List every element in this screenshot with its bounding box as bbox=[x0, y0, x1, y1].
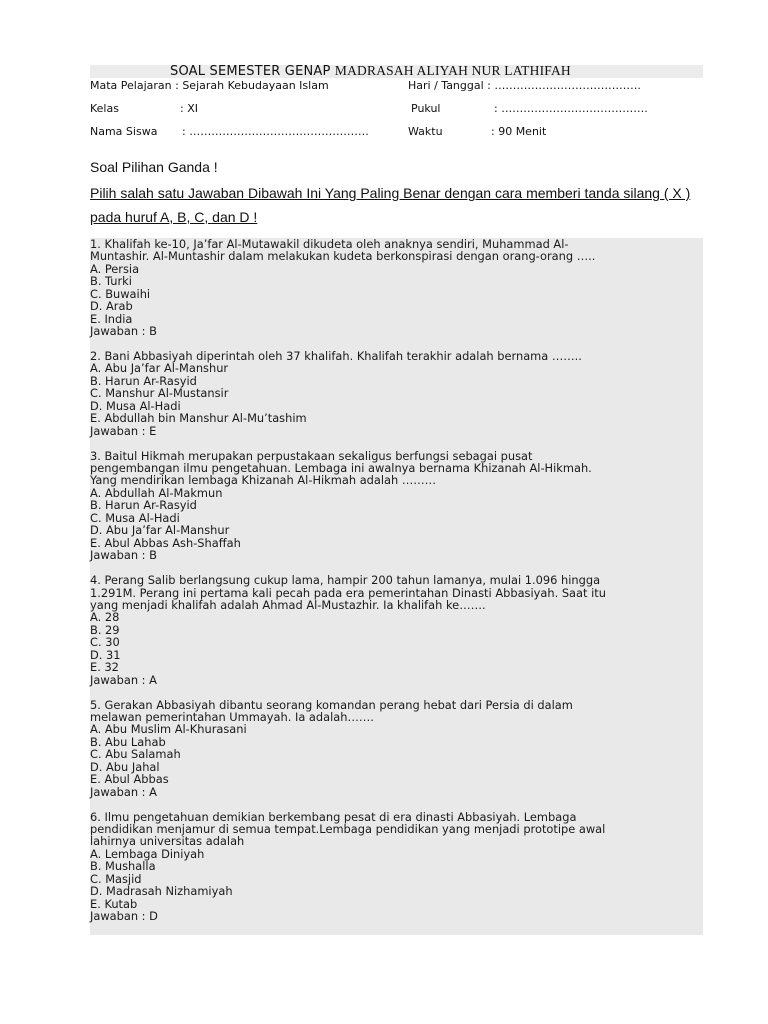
question-item bbox=[90, 574, 703, 686]
question-text: melawan pemerintahan Ummayah. Ia adalah……. bbox=[90, 709, 374, 724]
option-e: E. 32 bbox=[90, 660, 119, 675]
question-item bbox=[90, 699, 703, 799]
student-name-value: : …………………………………………. bbox=[182, 125, 369, 138]
question-text: 1. Khalifah ke-10, Ja’far Al-Mutawakil dikudeta oleh anaknya sendiri, Muhammad Al- bbox=[90, 237, 569, 251]
option-b: B. Abu Lahab bbox=[90, 734, 166, 749]
option-d: D. Arab bbox=[90, 299, 133, 314]
option-b: B. Mushalla bbox=[90, 859, 156, 874]
instructions: Pilih salah satu Jawaban Dibawah Ini Yang Paling Benar dengan cara memberi tanda silang ( X ) pada huruf A, B, C, dan D ! bbox=[90, 185, 691, 225]
question-item bbox=[90, 450, 703, 562]
date-field: Hari / Tanggal : …………………………………. bbox=[408, 79, 641, 92]
document-title bbox=[170, 63, 571, 80]
class-label: Kelas bbox=[90, 102, 119, 115]
question-text: 6. Ilmu pengetahuan demikian berkembang pesat di era dinasti Abbasiyah. Lembaga bbox=[90, 809, 577, 824]
option-c: C. Masjid bbox=[90, 871, 142, 886]
option-b: B. Harun Ar-Rasyid bbox=[90, 498, 197, 513]
option-a: A. Abu Ja’far Al-Manshur bbox=[90, 361, 229, 376]
option-e: E. Abdullah bin Manshur Al-Mu’tashim bbox=[90, 411, 307, 426]
title-school: MADRASAH ALIYAH NUR LATHIFAH bbox=[334, 63, 571, 78]
question-text: 1.291M. Perang ini pertama kali pecah pada era pemerintahan Dinasti Abbasiyah. Saat itu bbox=[90, 585, 606, 600]
question-text: Yang mendirikan lembaga Khizanah Al-Hikmah adalah ……… bbox=[90, 473, 437, 488]
question-item bbox=[90, 811, 703, 923]
option-c: C. Manshur Al-Mustansir bbox=[90, 386, 229, 401]
option-e: E. Abul Abbas Ash-Shaffah bbox=[90, 535, 241, 550]
duration-value: : 90 Menit bbox=[491, 125, 547, 138]
option-e: E. Abul Abbas bbox=[90, 772, 169, 787]
option-b: B. Turki bbox=[90, 274, 132, 289]
option-d: D. Musa Al-Hadi bbox=[90, 398, 181, 413]
question-text: 3. Baitul Hikmah merupakan perpustakaan sekaligus berfungsi sebagai pusat bbox=[90, 448, 533, 463]
question-text: pengembangan ilmu pengetahuan. Lembaga ini awalnya bernama Khizanah Al-Hikmah. bbox=[90, 461, 592, 476]
student-name-label: Nama Siswa bbox=[90, 125, 158, 138]
option-a: A. 28 bbox=[90, 610, 120, 625]
option-a: A. Abu Muslim Al-Khurasani bbox=[90, 722, 247, 737]
class-value: : XI bbox=[180, 102, 198, 115]
option-e: E. Kutab bbox=[90, 896, 138, 911]
question-text: pendidikan menjamur di semua tempat.Lembaga pendidikan yang menjadi prototipe awal bbox=[90, 821, 606, 836]
subject-field: Mata Pelajaran : Sejarah Kebudayaan Islam bbox=[90, 79, 329, 92]
option-a: A. Abdullah Al-Makmun bbox=[90, 485, 223, 500]
answer: Jawaban : E bbox=[90, 423, 157, 438]
duration-label: Waktu bbox=[408, 125, 443, 138]
question-item bbox=[90, 238, 703, 338]
section-title: Soal Pilihan Ganda ! bbox=[90, 159, 218, 175]
option-a: A. Lembaga Diniyah bbox=[90, 846, 205, 861]
option-c: C. Buwaihi bbox=[90, 286, 151, 301]
answer: Jawaban : A bbox=[90, 784, 157, 799]
question-text: 5. Gerakan Abbasiyah dibantu seorang komandan perang hebat dari Persia di dalam bbox=[90, 697, 573, 712]
option-d: D. 31 bbox=[90, 647, 121, 662]
answer: Jawaban : A bbox=[90, 672, 157, 687]
question-text: 4. Perang Salib berlangsung cukup lama, hampir 200 tahun lamanya, mulai 1.096 hingga bbox=[90, 573, 601, 588]
question-text: 2. Bani Abbasiyah diperintah oleh 37 khalifah. Khalifah terakhir adalah bernama …….. bbox=[90, 349, 582, 364]
option-e: E. India bbox=[90, 311, 133, 326]
question-text: yang menjadi khalifah adalah Ahmad Al-Mustazhir. Ia khalifah ke……. bbox=[90, 597, 486, 612]
time-label: Pukul bbox=[411, 102, 441, 115]
question-item bbox=[90, 350, 703, 437]
option-b: B. 29 bbox=[90, 622, 120, 637]
answer: Jawaban : D bbox=[90, 909, 158, 924]
answer: Jawaban : B bbox=[90, 324, 157, 339]
option-c: C. Abu Salamah bbox=[90, 747, 181, 762]
time-value: : …………………………………. bbox=[494, 102, 648, 115]
question-text: lahirnya universitas adalah bbox=[90, 834, 245, 849]
option-c: C. 30 bbox=[90, 635, 120, 650]
option-d: D. Abu Ja’far Al-Manshur bbox=[90, 523, 230, 538]
option-d: D. Abu Jahal bbox=[90, 759, 160, 774]
option-c: C. Musa Al-Hadi bbox=[90, 510, 180, 525]
question-list bbox=[90, 238, 703, 935]
option-b: B. Harun Ar-Rasyid bbox=[90, 373, 197, 388]
option-a: A. Persia bbox=[90, 261, 140, 276]
answer: Jawaban : B bbox=[90, 548, 157, 563]
question-text: Muntashir. Al-Muntashir dalam melakukan kudeta berkonspirasi dengan orang-orang ….. bbox=[90, 249, 596, 264]
title-prefix: SOAL SEMESTER GENAP bbox=[170, 64, 331, 79]
option-d: D. Madrasah Nizhamiyah bbox=[90, 884, 233, 899]
